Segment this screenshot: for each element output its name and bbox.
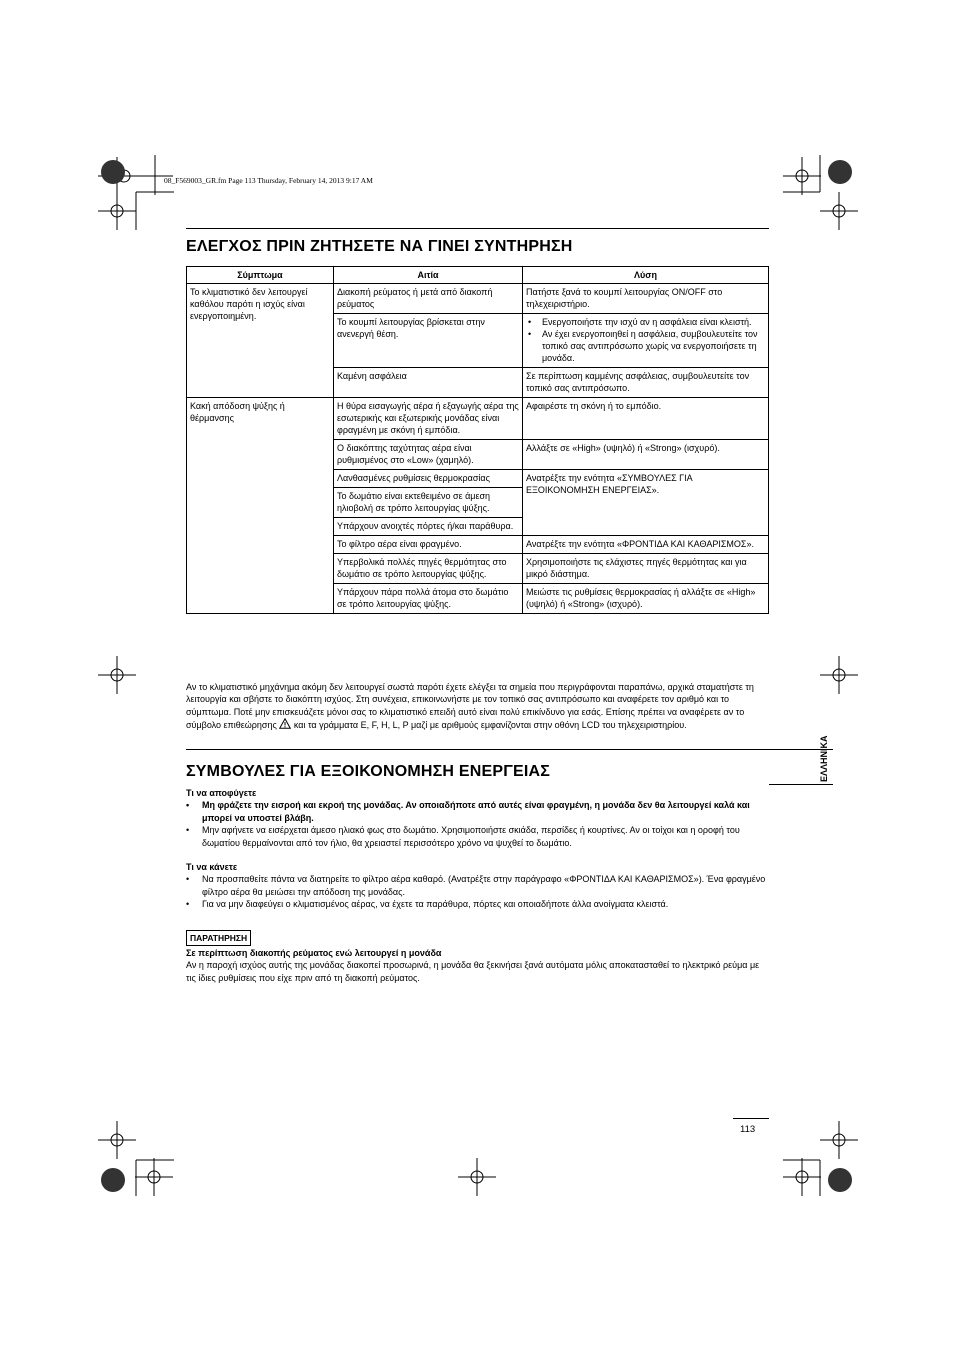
cause-cell: Το δωμάτιο είναι εκτεθειμένο σε άμεση ηλιοβολή σε τρόπο λειτουργίας ψύξης.: [334, 488, 523, 518]
note-block: [186, 947, 771, 984]
table-row: [187, 398, 769, 440]
cause-cell: Ο διακόπτης ταχύτητας αέρα είναι ρυθμισμένος στο «Low» (χαμηλό).: [334, 440, 523, 470]
solution-cell: Ανατρέξτε την ενότητα «ΣΥΜΒΟΥΛΕΣ ΓΙΑ ΕΞΟΙΚΟΝΟΜΗΣΗ ΕΝΕΡΓΕΙΑΣ».: [523, 470, 769, 536]
column-header-solution: Λύση: [523, 267, 769, 284]
solution-cell: Μειώστε τις ρυθμίσεις θερμοκρασίας ή αλλάξτε σε «High» (υψηλό) ή «Strong» (ισχυρό).: [523, 584, 769, 614]
avoid-heading: Τι να αποφύγετε: [186, 788, 257, 798]
file-header: 08_F569003_GR.fm Page 113 Thursday, February 14, 2013 9:17 AM: [164, 176, 373, 185]
column-header-symptom: Σύμπτωμα: [187, 267, 334, 284]
avoid-block: [186, 787, 771, 849]
language-side-tab: ΕΛΛΗΝΙΚΑ: [819, 735, 829, 782]
followup-paragraph: [186, 681, 771, 732]
section1-title: ΕΛΕΓΧΟΣ ΠΡΙΝ ΖΗΤΗΣΕΤΕ ΝΑ ΓΙΝΕΙ ΣΥΝΤΗΡΗΣΗ: [186, 238, 573, 255]
cause-cell: Υπάρχουν ανοιχτές πόρτες ή/και παράθυρα.: [334, 518, 523, 536]
do-block: [186, 861, 771, 911]
column-header-cause: Αιτία: [334, 267, 523, 284]
list-item: • Να προσπαθείτε πάντα να διατηρείτε το φίλτρο αέρα καθαρό. (Ανατρέξτε στην παράγραφο «ΦΡΟΝΤΙΔΑ ΚΑΙ ΚΑΘΑΡΙΣΜΟΣ»). Ένα φραγμένο φίλτρο αέρα θα μειώσει την απόδοση της μονάδας.: [186, 873, 771, 898]
table-row: [187, 284, 769, 314]
list-item: • Μην αφήνετε να εισέρχεται άμεσο ηλιακό φως στο δωμάτιο. Χρησιμοποιήστε σκιάδα, περσίδες ή κουρτίνες. Αν οι τοίχοι και η οροφή του δωματίου θερμαίνονται από τον ήλιο, θα χρειαστεί περισσότερο χρόνο να ψυχθεί το δωμάτιο.: [186, 824, 771, 849]
solution-cell: Ανατρέξτε την ενότητα «ΦΡΟΝΤΙΔΑ ΚΑΙ ΚΑΘΑΡΙΣΜΟΣ».: [523, 536, 769, 554]
cause-cell: Διακοπή ρεύματος ή μετά από διακοπή ρεύματος: [334, 284, 523, 314]
troubleshooting-table: [186, 266, 769, 614]
section2-rule: [186, 749, 769, 750]
cause-cell: Το φίλτρο αέρα είναι φραγμένο.: [334, 536, 523, 554]
solution-cell: Αλλάξτε σε «High» (υψηλό) ή «Strong» (ισχυρό).: [523, 440, 769, 470]
page-number-rule: [733, 1118, 769, 1119]
table-header-row: [187, 267, 769, 284]
top-rule: [186, 228, 769, 229]
side-tab-border-bottom: [769, 784, 833, 785]
solution-cell: Χρησιμοποιήστε τις ελάχιστες πηγές θερμότητας και για μικρό διάστημα.: [523, 554, 769, 584]
solution-cell: Σε περίπτωση καμμένης ασφάλειας, συμβουλευτείτε τον τοπικό σας αντιπρόσωπο.: [523, 368, 769, 398]
solution-cell: Αφαιρέστε τη σκόνη ή το εμπόδιο.: [523, 398, 769, 440]
cause-cell: Το κουμπί λειτουργίας βρίσκεται στην ανενεργή θέση.: [334, 314, 523, 368]
page-number: 113: [740, 1124, 756, 1135]
cause-cell: Η θύρα εισαγωγής αέρα ή εξαγωγής αέρα της εσωτερικής και εξωτερικής μονάδας είναι φραγμένη με σκόνη ή εμπόδια.: [334, 398, 523, 440]
solution-cell: [523, 314, 769, 368]
solution-cell: Πατήστε ξανά το κουμπί λειτουργίας ON/OFF στο τηλεχειριστήριο.: [523, 284, 769, 314]
cause-cell: Υπάρχουν πάρα πολλά άτομα στο δωμάτιο σε τρόπο λειτουργίας ψύξης.: [334, 584, 523, 614]
symptom-cell: Κακή απόδοση ψύξης ή θέρμανσης: [187, 398, 334, 614]
cause-cell: Υπερβολικά πολλές πηγές θερμότητας στο δωμάτιο σε τρόπο λειτουργίας ψύξης.: [334, 554, 523, 584]
list-item: • Για να μην διαφεύγει ο κλιματισμένος αέρας, να έχετε τα παράθυρα, πόρτες και οποιαδήποτε άλλα ανοίγματα κλειστά.: [186, 898, 771, 910]
followup-text-2: και τα γράμματα E, F, H, L, P μαζί με αριθμούς εμφανίζονται στην οθόνη LCD του τηλεχειριστηρίου.: [293, 720, 687, 731]
note-heading: Σε περίπτωση διακοπής ρεύματος ενώ λειτουργεί η μονάδα: [186, 948, 442, 958]
note-text: Αν η παροχή ισχύος αυτής της μονάδας διακοπεί προσωρινά, η μονάδα θα ξεκινήσει ξανά αυτόματα μόλις αποκατασταθεί το ηλεκτρικό ρεύμα με τις ίδιες ρυθμίσεις που είχε πριν από τη διακοπή ρεύματος.: [186, 960, 760, 983]
list-item: • Μη φράζετε την εισροή και εκροή της μονάδας. Αν οποιαδήποτε από αυτές είναι φραγμένη, η μονάδα δεν θα λειτουργεί καλά και μπορεί να υποστεί βλάβη.: [186, 799, 771, 824]
symptom-cell: Το κλιματιστικό δεν λειτουργεί καθόλου παρότι η ισχύς είναι ενεργοποιημένη.: [187, 284, 334, 398]
note-label: ΠΑΡΑΤΗΡΗΣΗ: [186, 930, 251, 946]
cause-cell: Καμένη ασφάλεια: [334, 368, 523, 398]
do-heading: Τι να κάνετε: [186, 862, 238, 872]
followup-text-1: Αν το κλιματιστικό μηχάνημα ακόμη δεν λειτουργεί σωστά παρότι έχετε ελέγξει τα σημεία που περιγράφονται παραπάνω, αρχικά σταματήστε τη λειτουργία και σβήστε το διακόπτη ισχύος. Στη συνέχεια, επικοινωνήστε με τον τοπικό σας αντιπρόσωπο και αναφέρετε τον αριθμό και το σύμπτωμα. Ποτέ μην επισκευάζετε μόνοι σας το κλιματιστικό επειδή αυτό είναι πολύ επικίνδυνο για εσάς. Επίσης πρέπει να αναφέρετε αν το σύμβολο επιθεώρησης: [186, 682, 754, 731]
section2-title: ΣΥΜΒΟΥΛΕΣ ΓΙΑ ΕΞΟΙΚΟΝΟΜΗΣΗ ΕΝΕΡΓΕΙΑΣ: [186, 763, 551, 780]
warning-triangle-icon: [279, 718, 291, 729]
list-item: • Αν έχει ενεργοποιηθεί η ασφάλεια, συμβουλευτείτε τον τοπικό σας αντιπρόσωπο χωρίς να ενεργοποιήσετε τη μονάδα.: [526, 328, 765, 364]
cause-cell: Λανθασμένες ρυθμίσεις θερμοκρασίας: [334, 470, 523, 488]
list-item: • Ενεργοποιήστε την ισχύ αν η ασφάλεια είναι κλειστή.: [526, 316, 765, 328]
